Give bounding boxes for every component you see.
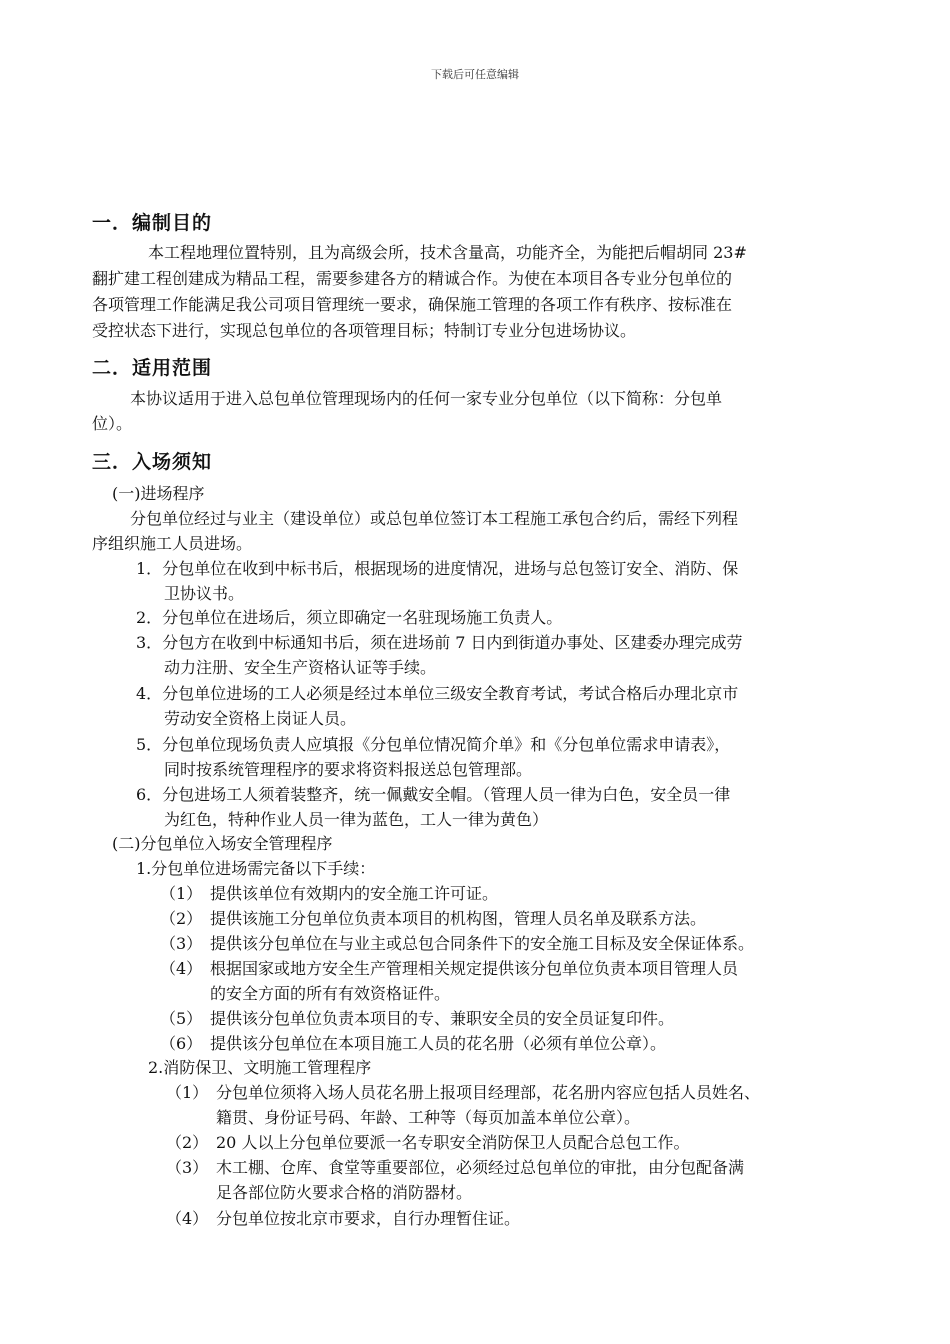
p1-item-4-cont: 的安全方面的所有有效资格证件。 [210,984,451,1003]
p2-item-1-cont: 籍贯、身份证号码、年龄、工种等（每页加盖本单位公章）。 [216,1108,641,1127]
step-number: 6． [136,785,163,804]
item-number: （6） [160,1034,203,1053]
step-text: 分包单位进场的工人必须是经过本单位三级安全教育考试，考试合格后办理北京市 [162,684,739,703]
step-6-cont: 为红色，特种作业人员一律为蓝色，工人一律为黄色） [164,810,549,829]
p2-item-4 [166,1206,520,1231]
step-1-cont: 卫协议书。 [164,584,245,603]
item-text: 木工棚、仓库、食堂等重要部位，必须经过总包单位的审批，由分包配备满 [216,1158,745,1177]
step-4 [136,681,738,706]
item-number: （4） [160,959,203,978]
p1-item-1 [160,881,498,906]
item-text: 提供该分包单位在与业主或总包合同条件下的安全施工目标及安全保证体系。 [210,934,755,953]
step-number: 1． [136,559,163,578]
item-number: （3） [160,934,203,953]
step-number: 5． [136,735,163,754]
step-2 [136,605,562,630]
procedure-2-title: 2.消防保卫、文明施工管理程序 [148,1058,372,1077]
step-number: 4． [136,684,163,703]
item-number: （3） [166,1158,209,1177]
p1-item-3 [160,931,754,956]
step-1 [136,556,738,581]
step-text: 分包单位在进场后，须立即确定一名驻现场施工负责人。 [162,608,563,627]
subsection-2-title: (二)分包单位入场安全管理程序 [112,834,333,853]
s2-line-1: 本协议适用于进入总包单位管理现场内的任何一家专业分包单位（以下简称：分包单 [130,389,723,408]
step-text: 分包单位在收到中标书后，根据现场的进度情况，进场与总包签订安全、消防、保 [162,559,739,578]
section-1-title: 一．编制目的 [92,212,213,234]
item-text: 提供该分包单位负责本项目的专、兼职安全员的安全员证复印件。 [210,1009,675,1028]
step-5-cont: 同时按系统管理程序的要求将资料报送总包管理部。 [164,760,533,779]
s2-line-2: 位）。 [92,414,133,433]
item-text: 分包单位须将入场人员花名册上报项目经理部，花名册内容应包括人员姓名、 [216,1083,761,1102]
step-number: 3． [136,633,163,652]
item-number: （1） [160,884,203,903]
item-number: （1） [166,1083,209,1102]
item-number: （2） [160,909,203,928]
section-3-title: 三．入场须知 [92,451,213,473]
subsection-1-title: (一)进场程序 [112,484,205,503]
step-number: 2． [136,608,163,627]
p1-item-2 [160,906,706,931]
step-text: 分包进场工人须着装整齐，统一佩戴安全帽。（管理人员一律为白色，安全员一律 [162,785,731,804]
item-text: 提供该分包单位在本项目施工人员的花名册（必须有单位公章）。 [210,1034,667,1053]
item-number: （2） [166,1133,209,1152]
s1-line-1: 本工程地理位置特别，且为高级会所，技术含量高，功能齐全，为能把后帽胡同 23# [148,243,747,262]
item-text: 根据国家或地方安全生产管理相关规定提供该分包单位负责本项目管理人员 [210,959,739,978]
item-text: 分包单位按北京市要求，自行办理暂住证。 [216,1209,521,1228]
procedure-1-title: 1.分包单位进场需完备以下手续： [136,859,376,878]
s1-line-2: 翻扩建工程创建成为精品工程，需要参建各方的精诚合作。为使在本项目各专业分包单位的 [92,269,733,288]
step-3-cont: 动力注册、安全生产资格认证等手续。 [164,658,437,677]
sub1-intro-2: 序组织施工人员进场。 [92,534,253,553]
p1-item-4 [160,956,738,981]
s1-line-4: 受控状态下进行，实现总包单位的各项管理目标；特制订专业分包进场协议。 [92,321,637,340]
p1-item-5 [160,1006,674,1031]
p2-item-3 [166,1155,744,1180]
s1-line-3: 各项管理工作能满足我公司项目管理统一要求，确保施工管理的各项工作有秩序、按标准在 [92,295,733,314]
step-4-cont: 劳动安全资格上岗证人员。 [164,709,357,728]
step-5 [136,732,730,757]
step-text: 分包方在收到中标通知书后，须在进场前 7 日内到街道办事处、区建委办理完成劳 [162,633,743,652]
p2-item-3-cont: 足各部位防火要求合格的消防器材。 [216,1183,473,1202]
step-text: 分包单位现场负责人应填报《分包单位情况简介单》和《分包单位需求申请表》， [162,735,731,754]
sub1-intro-1: 分包单位经过与业主（建设单位）或总包单位签订本工程施工承包合约后，需经下列程 [130,509,739,528]
item-text: 提供该单位有效期内的安全施工许可证。 [210,884,499,903]
page-header: 下载后可任意编辑 [431,68,519,81]
item-number: （5） [160,1009,203,1028]
step-6 [136,782,730,807]
item-text: 20 人以上分包单位要派一名专职安全消防保卫人员配合总包工作。 [216,1133,690,1152]
p1-item-6 [160,1031,666,1056]
section-2-title: 二．适用范围 [92,357,213,379]
item-text: 提供该施工分包单位负责本项目的机构图，管理人员名单及联系方法。 [210,909,707,928]
p2-item-1 [166,1080,760,1105]
step-3 [136,630,743,655]
item-number: （4） [166,1209,209,1228]
p2-item-2 [166,1130,689,1155]
